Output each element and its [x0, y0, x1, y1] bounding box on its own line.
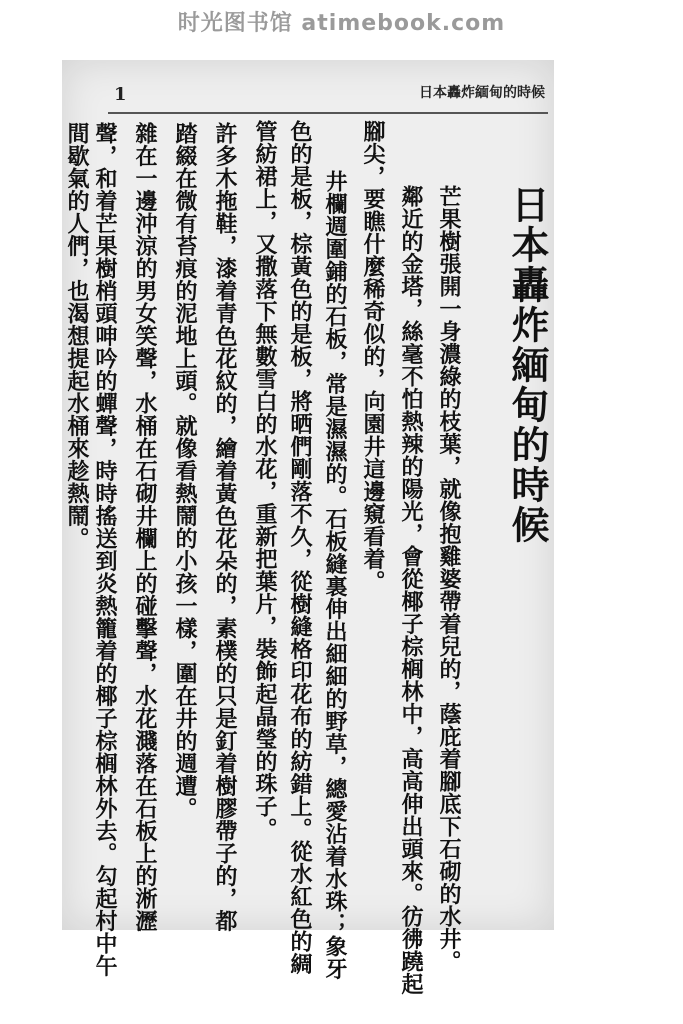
running-header: 日本轟炸緬甸的時候: [419, 85, 545, 101]
text-column: 芒果樹張開一身濃綠的枝葉，就像抱雞婆帶着兒的，蔭庇着腳底下石砌的水井。: [436, 185, 462, 973]
text-column: 許多木拖鞋，漆着青色花紋的，繪着黃色花朵的，素樸的只是釘着樹膠帶子的，都: [212, 122, 238, 932]
text-column: 間歇氣的人們，也渴想提起水桶來趁熱鬧。: [64, 122, 90, 550]
text-column: 管紡裙上，又撒落下無數雪白的水花，重新把葉片，裝飾起晶瑩的珠子。: [252, 120, 278, 840]
text-column: 井欄週圍鋪的石板，常是濕濕的。石板縫裏伸出細細的野草，總愛沾着水珠；象牙: [322, 170, 348, 980]
text-column: 聲，和着芒果樹梢頭呻吟的蟬聲，時時搖送到炎熱籠着的椰子棕榈林外去。勾起村中午: [92, 122, 118, 977]
page-number: 1: [114, 84, 127, 105]
text-column: 鄰近的金塔，絲毫不怕熱辣的陽光，會從椰子棕榈林中，高高伸出頭來。彷彿蹺起: [398, 185, 424, 995]
header-rule: [108, 112, 548, 114]
text-column: 腳尖，要瞧什麼稀奇似的，向園井這邊窺看着。: [360, 120, 386, 593]
chapter-title: 日本轟炸緬甸的時候: [505, 185, 550, 545]
text-column: 踏綴在微有苔痕的泥地上頭。就像看熱鬧的小孩一樣，圍在井的週遭。: [172, 122, 198, 820]
watermark: 时光图书馆 atimebook.com: [177, 11, 506, 36]
text-column: 雜在一邊沖涼的男女笑聲，水桶在石砌井欄上的碰擊聲，水花濺落在石板上的淅瀝: [132, 122, 158, 932]
text-column: 色的是板，棕黃色的是板，將晒們剛落不久，從樹縫格印花布的紡錯上。從水紅色的綢: [287, 120, 313, 975]
